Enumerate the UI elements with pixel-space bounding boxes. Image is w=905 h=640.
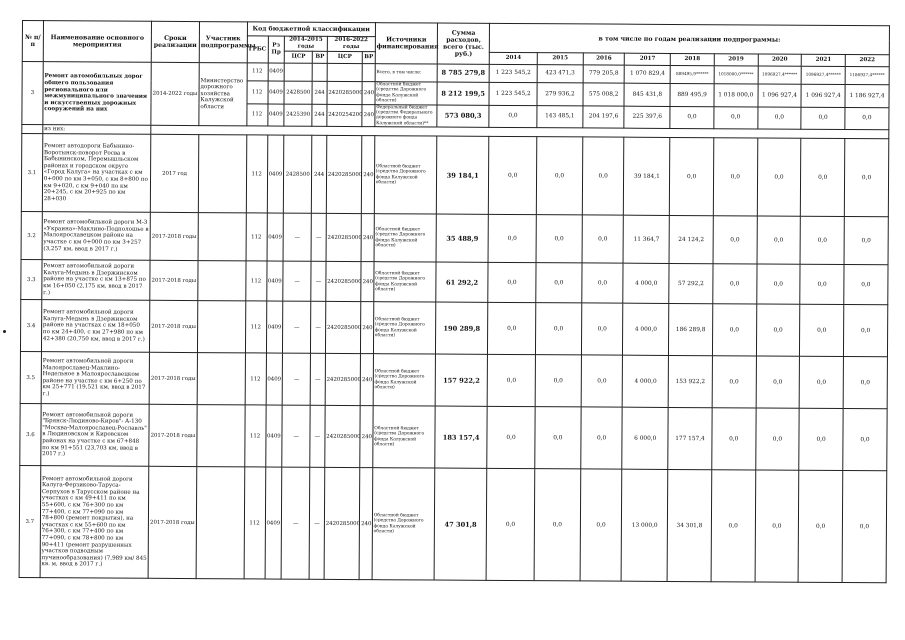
cell-vr-1622: 240 bbox=[360, 406, 373, 468]
header-year: 2021 bbox=[802, 54, 846, 66]
cell-year-value: 0,0 bbox=[712, 408, 756, 470]
cell-year-value: 279 936,2 bbox=[537, 83, 583, 106]
table-body bbox=[22, 62, 889, 140]
cell-rzpr: 0409 bbox=[265, 405, 282, 467]
cell-source: Всего, в том числе: bbox=[375, 64, 438, 82]
cell-year-value: 0,0 bbox=[582, 215, 624, 263]
cell-grbs: 112 bbox=[244, 467, 265, 579]
cell-source: Федеральный бюджет (средства Федерального дорожного фонда Калужской области)** bbox=[375, 104, 438, 127]
cell-source: Областной бюджет (средства Дорожного фонда Калужской области) bbox=[373, 406, 436, 468]
cell-vr-1622 bbox=[362, 64, 375, 82]
cell-year-value: 225 397,6 bbox=[624, 106, 670, 129]
row-term: 2014-2022 годы bbox=[151, 62, 199, 126]
row-participant: Министерство дорожного хозяйства Калужской области bbox=[199, 63, 247, 127]
cell-year-value: 4 000,0 bbox=[623, 303, 669, 355]
header-name: Наименование основного мероприятия bbox=[43, 21, 151, 63]
cell-year-value: 0,0 bbox=[843, 305, 887, 357]
cell-year-value: 779 205,8 bbox=[583, 65, 625, 83]
cell-rzpr: 0409 bbox=[266, 353, 283, 405]
cell-year-value: 177 157,4 bbox=[668, 408, 712, 470]
cell-source: Областной бюджет (средства Дорожного фонда Калужской области) bbox=[373, 302, 436, 354]
table-row bbox=[20, 300, 887, 357]
cell-sum: 47 301,8 bbox=[434, 468, 487, 580]
header-sum: Сумма расходов, всего (тыс. руб.) bbox=[437, 23, 489, 64]
row-name: Ремонт автомобильной дороги М-3 «Украина»-Маклино-Подполошье в Малоярославецком районе на участке с км 0+000 по км 3+257 (3,257 км, ввод в 2017 г.) bbox=[42, 212, 151, 261]
cell-year-value: 0,0 bbox=[712, 304, 756, 356]
cell-year-value: 1186927,4****** bbox=[845, 67, 889, 85]
cell-sum: 61 292,2 bbox=[436, 262, 488, 302]
cell-year-value: 0,0 bbox=[486, 469, 535, 581]
cell-year-value: 1096927,4****** bbox=[758, 66, 802, 84]
cell-year-value: 0,0 bbox=[536, 215, 582, 263]
header-year: 2015 bbox=[537, 53, 583, 65]
cell-year-value: 423 471,3 bbox=[537, 65, 583, 83]
row-name: Ремонт автомобильной дороги Калуга-Ферзиково-Таруса-Серпухов в Тарусском районе на участках с км 49+411 по км 55+600, с км 76+300 по км 77+400, с км 77+090 по км 78+800 (ремонт покрытия), на участках с км 55+600 по км 76+300, с км 77+400 по км 77+090, с км 78+800 по км 90+411 (ремонт разрушенных участков подводным пучинообразования) (7,989 км/ 845 кв. м, ввод в 2017 г.) bbox=[40, 466, 149, 579]
cell-year-value: 0,0 bbox=[489, 105, 537, 128]
cell-source: Областной бюджет (средства Дорожного фонда Калужской области) bbox=[374, 214, 437, 262]
cell-year-value: 13 000,0 bbox=[622, 469, 668, 581]
header-budget-class: Код бюджетной классификации bbox=[247, 22, 375, 37]
cell-year-value: 153 922,2 bbox=[668, 356, 712, 408]
row-term: 2017-2018 годы bbox=[148, 467, 197, 579]
row-term: 2017-2018 годы bbox=[149, 301, 197, 353]
cell-grbs: 112 bbox=[247, 103, 268, 126]
table-row bbox=[20, 352, 887, 409]
row-num: 3.4 bbox=[20, 300, 41, 352]
cell-csr-1622: 2420254200 bbox=[327, 104, 363, 127]
sub-activity-rows bbox=[19, 134, 889, 583]
cell-year-value: 0,0 bbox=[535, 303, 581, 355]
cell-vr-1415: — bbox=[309, 468, 324, 580]
cell-csr-1622: 2420285000 bbox=[326, 214, 362, 262]
cell-csr-1415: — bbox=[281, 467, 310, 579]
cell-year-value: 0,0 bbox=[799, 357, 843, 409]
cell-year-value: 1 018 000,0 bbox=[714, 84, 758, 107]
program-table bbox=[19, 20, 890, 584]
cell-csr-1415: — bbox=[282, 353, 310, 405]
table-row bbox=[20, 404, 887, 471]
cell-year-value: 0,0 bbox=[536, 137, 582, 215]
row-participant bbox=[197, 301, 245, 353]
table-row bbox=[21, 212, 888, 265]
header-participant: Участник подпрограммы bbox=[199, 22, 247, 63]
cell-csr-1622: 2420285000 bbox=[324, 468, 360, 580]
cell-year-value: 0,0 bbox=[844, 139, 888, 217]
cell-year-value: 0,0 bbox=[487, 355, 535, 407]
header-rzpr: Рз Пр bbox=[268, 36, 285, 63]
cell-year-value: 0,0 bbox=[714, 106, 758, 129]
table-header bbox=[22, 21, 889, 67]
cell-year-value: 0,0 bbox=[534, 469, 580, 581]
header-num: № п/п bbox=[22, 21, 43, 62]
header-year: 2016 bbox=[583, 53, 625, 65]
cell-csr-1415: 2428500 bbox=[283, 135, 312, 213]
cell-year-value: 1 186 927,4 bbox=[845, 85, 889, 108]
cell-year-value: 39 184,1 bbox=[624, 137, 670, 215]
program-table-sheet bbox=[18, 20, 890, 637]
header-csr: ЦСР bbox=[327, 51, 362, 63]
cell-year-value: 889 495,9 bbox=[670, 83, 714, 106]
cell-year-value: 0,0 bbox=[757, 138, 801, 216]
cell-year-value: 0,0 bbox=[581, 303, 623, 355]
cell-grbs: 112 bbox=[247, 63, 268, 81]
header-group-2016-2022: 2016-2022 годы bbox=[327, 36, 375, 51]
cell-vr-1415: — bbox=[310, 406, 325, 468]
row-name: Ремонт автомобильной дороги Калуга-Медынь в Дзержинском районе на участке с км 13+875 по км 16+050 (2,175 км, ввод в 2017 г.) bbox=[42, 260, 150, 301]
cell-year-value: 0,0 bbox=[581, 407, 623, 469]
header-year: 2017 bbox=[625, 53, 671, 65]
header-year: 2019 bbox=[714, 54, 758, 66]
cell-year-value: 0,0 bbox=[756, 304, 800, 356]
cell-vr-1622: 240 bbox=[362, 104, 375, 127]
header-vr: ВР bbox=[362, 52, 375, 64]
cell-sum: 8 785 279,8 bbox=[437, 64, 489, 82]
header-vr: ВР bbox=[313, 51, 328, 63]
cell-rzpr: 0409 bbox=[266, 261, 283, 301]
table-row bbox=[21, 134, 888, 217]
cell-year-value: 0,0 bbox=[801, 107, 845, 130]
cell-sum: 573 080,3 bbox=[437, 105, 489, 128]
cell-year-value: 0,0 bbox=[757, 216, 801, 264]
table-row bbox=[19, 466, 887, 583]
cell-grbs: 112 bbox=[245, 301, 266, 353]
row-name: Ремонт автомобильной дороги "Брянск-Людиново-Киров"- А-130 "Москва-Малоярославец-Рославль" в Людиновском и Кировском районах на участке с км 67+848 по км 91+551 (23,703 км, ввод в 2017 г.) bbox=[41, 404, 150, 467]
cell-year-value: 1 223 545,2 bbox=[489, 64, 537, 82]
cell-year-value: 575 008,2 bbox=[583, 83, 625, 106]
cell-sum: 157 922,2 bbox=[435, 354, 487, 406]
cell-source: Областной бюджет (средства Дорожного фонда Калужской области) bbox=[373, 354, 436, 406]
cell-csr-1415 bbox=[284, 63, 312, 81]
cell-source: Областной бюджет (средства Дорожного фонда Калужской области) bbox=[374, 136, 437, 214]
row-num: 3.2 bbox=[21, 212, 42, 260]
header-year: 2020 bbox=[758, 54, 802, 66]
cell-year-value: 0,0 bbox=[488, 303, 536, 355]
cell-grbs: 112 bbox=[246, 261, 267, 301]
cell-year-value: 0,0 bbox=[535, 407, 581, 469]
row-participant bbox=[198, 261, 246, 301]
cell-year-value: 4 000,0 bbox=[623, 263, 669, 303]
cell-rzpr: 0409 bbox=[267, 135, 284, 213]
cell-vr-1622: 240 bbox=[361, 262, 374, 302]
cell-csr-1415: — bbox=[283, 213, 311, 261]
cell-rzpr: 0409 bbox=[268, 81, 285, 104]
cell-vr-1415: 244 bbox=[312, 136, 327, 214]
cell-year-value: 0,0 bbox=[843, 409, 887, 471]
cell-year-value: 1 223 545,2 bbox=[489, 82, 537, 105]
cell-year-value: 0,0 bbox=[713, 138, 757, 216]
cell-year-value: 1 096 927,4 bbox=[758, 84, 802, 107]
row-term: 2017-2018 годы bbox=[149, 405, 197, 467]
cell-year-value: 0,0 bbox=[488, 263, 536, 303]
cell-year-value: 1 070 829,4 bbox=[625, 65, 671, 83]
cell-vr-1622: 240 bbox=[359, 468, 372, 580]
cell-rzpr: 0409 bbox=[265, 467, 282, 579]
row-num: 3.3 bbox=[21, 260, 42, 300]
cell-year-value: 0,0 bbox=[582, 137, 624, 215]
cell-year-value: 1096927,4****** bbox=[801, 66, 845, 84]
row-num: 3.5 bbox=[20, 352, 41, 404]
row-term: 2017-2018 годы bbox=[150, 213, 198, 261]
cell-year-value: 0,0 bbox=[755, 408, 799, 470]
row-term: 2017 год bbox=[150, 135, 198, 213]
cell-csr-1622: 2420285000 bbox=[326, 136, 362, 214]
cell-vr-1622: 240 bbox=[362, 82, 375, 105]
cell-csr-1415: 2428500 bbox=[284, 81, 312, 104]
row-name: Ремонт автомобильной дороги Малоярославец-Маклино-Недельное в Малоярославецком районе на участке с км 6+250 по км 25+771 (19,521 км, ввод в 2017 г.) bbox=[41, 352, 150, 405]
cell-csr-1622: 2420285000 bbox=[325, 354, 361, 406]
cell-year-value: 0,0 bbox=[670, 138, 714, 216]
header-csr: ЦСР bbox=[284, 51, 312, 63]
cell-grbs: 112 bbox=[246, 213, 267, 261]
row-num: 3.1 bbox=[21, 134, 42, 212]
cell-vr-1415 bbox=[312, 63, 327, 81]
cell-year-value: 4 000,0 bbox=[623, 355, 669, 407]
of-which-label: из них: bbox=[43, 125, 151, 135]
cell-vr-1415: — bbox=[311, 214, 326, 262]
cell-year-value: 0,0 bbox=[842, 471, 887, 583]
row-participant bbox=[197, 405, 245, 467]
scan-artifact bbox=[3, 330, 6, 333]
cell-year-value: 0,0 bbox=[844, 265, 888, 305]
cell-rzpr: 0409 bbox=[268, 63, 285, 81]
cell-rzpr: 0409 bbox=[266, 301, 283, 353]
row-name: Ремонт автомобильных дорог общего пользования регионального или межмуниципального значения и искусственных дорожных сооружений на них bbox=[43, 62, 152, 126]
row-num: 3.7 bbox=[19, 466, 40, 578]
cell-csr-1415: — bbox=[283, 301, 311, 353]
cell-year-value: 0,0 bbox=[800, 265, 844, 305]
cell-year-value: 845 431,8 bbox=[624, 83, 670, 106]
cell-grbs: 112 bbox=[247, 81, 268, 104]
cell-csr-1415: — bbox=[282, 405, 310, 467]
cell-vr-1622: 240 bbox=[360, 354, 373, 406]
cell-csr-1415: 2425390 bbox=[284, 104, 312, 127]
cell-sum: 190 289,8 bbox=[436, 302, 488, 354]
cell-year-value: 186 289,8 bbox=[669, 304, 713, 356]
cell-year-value: 0,0 bbox=[487, 407, 535, 469]
row-name: Ремонт автодороги Бабынино-Воротынск-поворот Росва в Бабынинском, Перемышльском районах и городском округе «Город Калуга» на участках с км 0+000 по км 3+050, с км 8+800 по км 9+020, с км 9+040 по км 20+245, с км 20+925 по км 28+030 bbox=[42, 134, 151, 213]
cell-vr-1415: 244 bbox=[312, 104, 327, 127]
cell-year-value: 0,0 bbox=[582, 263, 624, 303]
row-participant bbox=[198, 135, 246, 213]
cell-year-value: 1 096 927,4 bbox=[801, 84, 845, 107]
cell-year-value: 0,0 bbox=[845, 107, 889, 130]
cell-year-value: 0,0 bbox=[844, 217, 888, 265]
cell-year-value: 0,0 bbox=[580, 469, 622, 581]
header-year: 2018 bbox=[670, 53, 714, 65]
cell-csr-1622: 2420285000 bbox=[327, 81, 363, 104]
cell-year-value: 11 364,7 bbox=[623, 215, 669, 263]
cell-csr-1622: 2420285000 bbox=[325, 406, 361, 468]
cell-year-value: 0,0 bbox=[536, 263, 582, 303]
cell-year-value: 0,0 bbox=[581, 355, 623, 407]
cell-year-value: 0,0 bbox=[798, 471, 842, 583]
cell-rzpr: 0409 bbox=[267, 213, 284, 261]
cell-sum: 35 488,9 bbox=[436, 214, 488, 262]
cell-vr-1415: — bbox=[311, 302, 326, 354]
cell-year-value: 0,0 bbox=[801, 139, 845, 217]
cell-year-value: 0,0 bbox=[757, 107, 801, 130]
cell-year-value: 143 485,1 bbox=[537, 105, 583, 128]
header-source: Источники финансирования bbox=[375, 23, 438, 64]
cell-year-value: 0,0 bbox=[488, 215, 536, 263]
cell-year-value: 0,0 bbox=[843, 357, 887, 409]
cell-source: Областной бюджет (средства Дорожного фонда Калужской области) bbox=[372, 468, 435, 580]
row-num: 3.6 bbox=[20, 404, 41, 466]
cell-source: Областной бюджет (средства Дорожного фонда Калужской области) bbox=[374, 262, 437, 302]
cell-year-value: 24 124,2 bbox=[669, 216, 713, 264]
cell-year-value: 0,0 bbox=[713, 216, 757, 264]
cell-grbs: 112 bbox=[245, 353, 266, 405]
cell-year-value: 0,0 bbox=[488, 137, 536, 215]
cell-year-value: 0,0 bbox=[713, 264, 757, 304]
cell-vr-1415: 244 bbox=[312, 81, 327, 104]
cell-year-value: 889495,9****** bbox=[670, 65, 714, 83]
header-year: 2022 bbox=[845, 55, 889, 67]
cell-year-value: 0,0 bbox=[756, 356, 800, 408]
cell-grbs: 112 bbox=[245, 405, 266, 467]
cell-sum: 8 212 199,5 bbox=[437, 82, 489, 105]
cell-sum: 183 157,4 bbox=[435, 406, 487, 468]
table-row bbox=[21, 260, 888, 305]
cell-sum: 39 184,1 bbox=[436, 136, 488, 214]
row-term: 2017-2018 годы bbox=[149, 353, 197, 405]
cell-year-value: 0,0 bbox=[670, 106, 714, 129]
cell-vr-1622: 240 bbox=[362, 136, 375, 214]
cell-csr-1622: 2420285000 bbox=[326, 262, 362, 302]
cell-year-value: 0,0 bbox=[711, 470, 755, 582]
header-year: 2014 bbox=[489, 52, 537, 64]
header-by-years: в том числе по годам реализации подпрограммы: bbox=[489, 23, 889, 54]
cell-grbs: 112 bbox=[246, 135, 267, 213]
cell-year-value: 57 292,2 bbox=[669, 264, 713, 304]
cell-year-value: 0,0 bbox=[756, 264, 800, 304]
row-name: Ремонт автомобильной дороги Калуга-Медынь в Дзержинском районе на участках с км 18+050 по км 24+400, с км 27+980 по км 42+380 (20,750 км, ввод в 2017 г.) bbox=[41, 300, 150, 353]
cell-year-value: 0,0 bbox=[535, 355, 581, 407]
cell-vr-1622: 240 bbox=[361, 302, 374, 354]
row-participant bbox=[198, 213, 246, 261]
row-term: 2017-2018 годы bbox=[150, 261, 198, 301]
header-term: Сроки реализации bbox=[151, 21, 199, 62]
cell-year-value: 0,0 bbox=[712, 356, 756, 408]
cell-csr-1622: 2420285000 bbox=[325, 302, 361, 354]
cell-vr-1415: — bbox=[311, 262, 326, 302]
cell-year-value: 0,0 bbox=[799, 409, 843, 471]
row-participant bbox=[196, 467, 245, 579]
cell-vr-1622: 240 bbox=[361, 214, 374, 262]
row-participant bbox=[197, 353, 245, 405]
cell-year-value: 204 197,6 bbox=[583, 106, 625, 129]
header-group-2014-2015: 2014-2015 годы bbox=[284, 36, 327, 51]
cell-csr-1415: — bbox=[283, 261, 311, 301]
cell-rzpr: 0409 bbox=[267, 104, 284, 127]
row-num: 3 bbox=[22, 62, 43, 125]
cell-year-value: 6 000,0 bbox=[622, 407, 668, 469]
cell-vr-1415: — bbox=[310, 354, 325, 406]
cell-year-value: 0,0 bbox=[800, 217, 844, 265]
header-grbs: ГРБС bbox=[247, 36, 268, 63]
cell-year-value: 0,0 bbox=[800, 305, 844, 357]
cell-year-value: 34 301,8 bbox=[667, 470, 711, 582]
cell-csr-1622 bbox=[327, 63, 362, 81]
cell-source: Областной бюджет (средства Дорожного фонда Калужской области) bbox=[375, 82, 438, 105]
cell-year-value: 1018000,0****** bbox=[714, 66, 758, 84]
cell-year-value: 0,0 bbox=[755, 470, 799, 582]
